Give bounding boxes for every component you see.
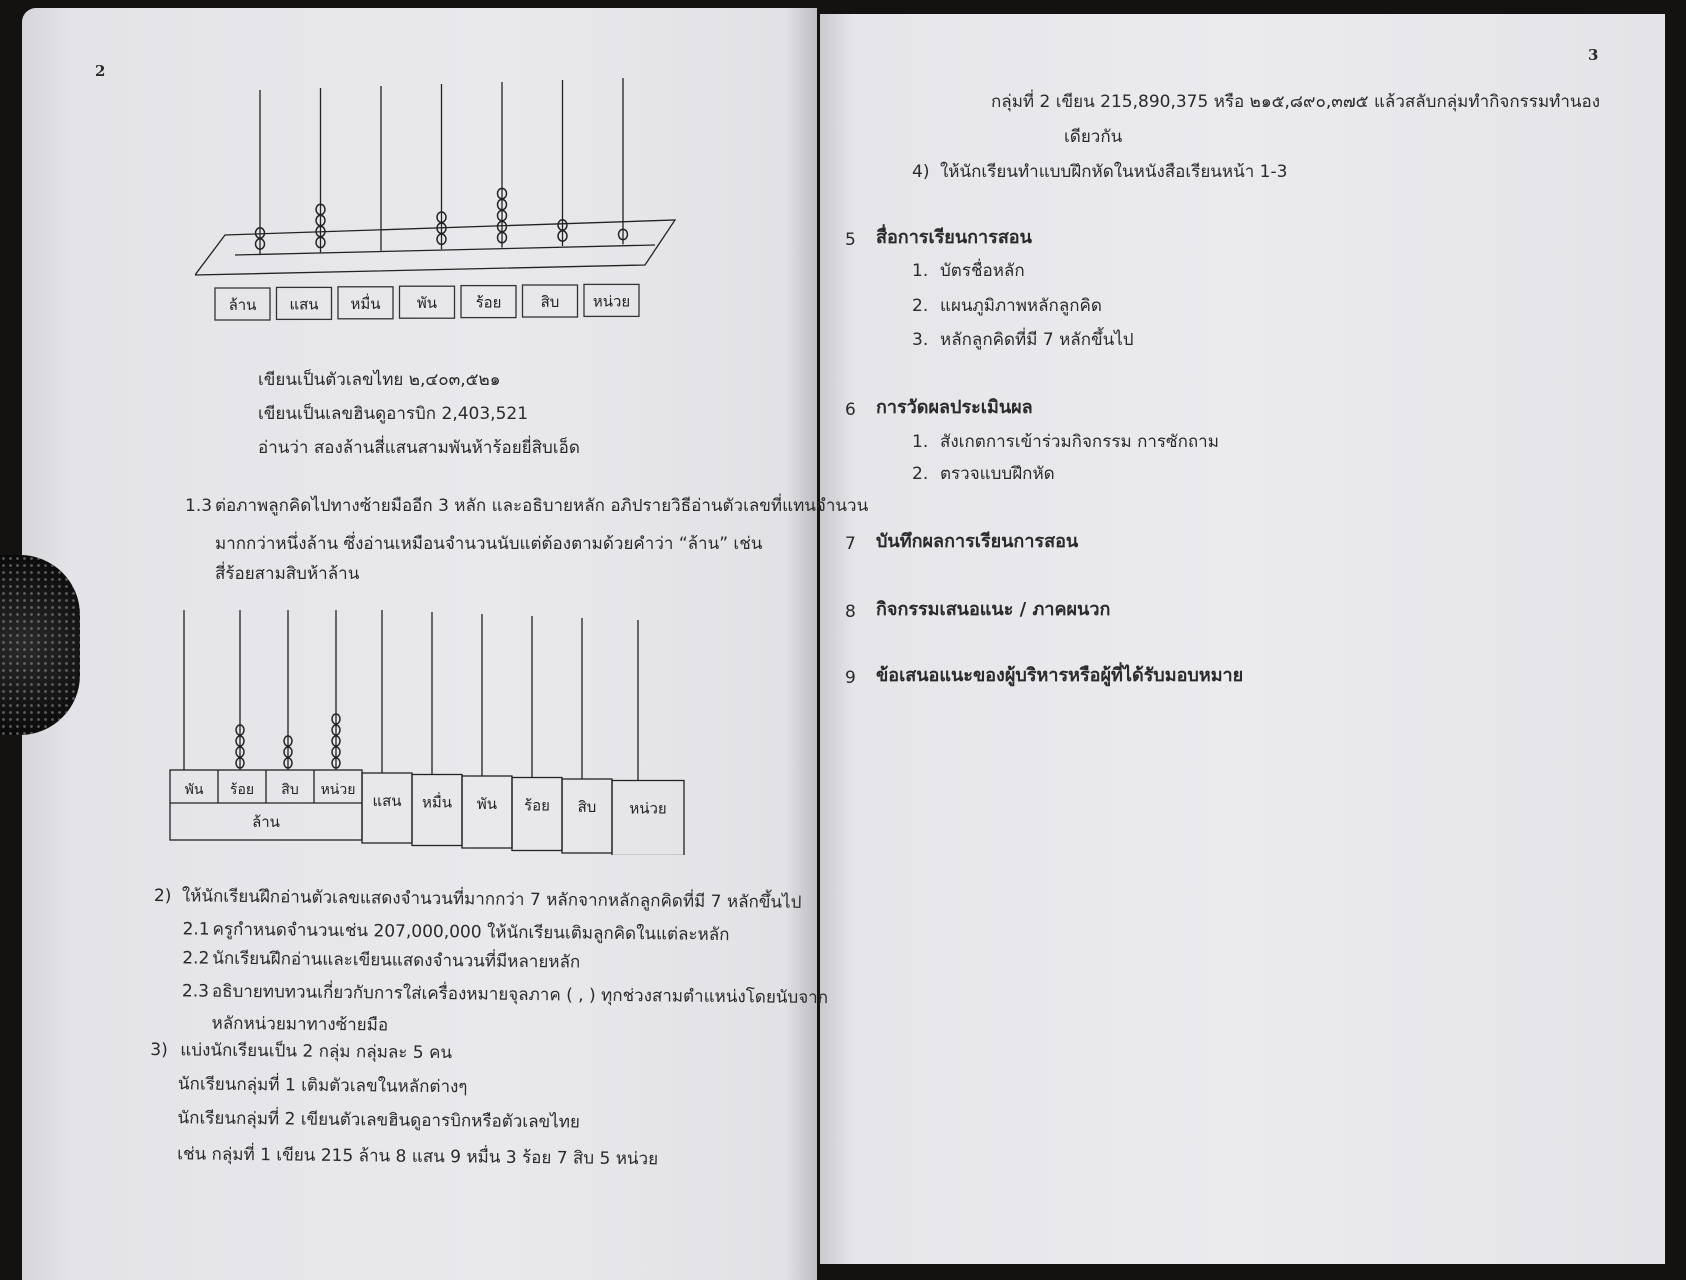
section-item-text: แผนภูมิภาพหลักลูกคิด bbox=[940, 296, 1102, 316]
place-value-cell bbox=[562, 779, 612, 853]
thumb-holding-book bbox=[0, 555, 80, 735]
item-3-text: แบ่งนักเรียนเป็น 2 กลุ่ม กลุ่มละ 5 คน bbox=[180, 1040, 453, 1064]
item-4-text: ให้นักเรียนทำแบบฝึกหัดในหนังสือเรียนหน้า 1-3 bbox=[940, 162, 1288, 182]
item-2-text: ให้นักเรียนฝึกอ่านตัวเลขแสดงจำนวนที่มากกว่า 7 หลักจากหลักลูกคิดที่มี 7 หลักขึ้นไป bbox=[181, 886, 802, 913]
abacus-diagram-7-digits bbox=[195, 70, 715, 330]
place-value-cell bbox=[612, 781, 684, 856]
section-item-number: 2. bbox=[912, 464, 929, 484]
thai-numeral-line: เขียนเป็นตัวเลขไทย ๒,๔๐๓,๕๒๑ bbox=[258, 370, 501, 390]
section-number: 6 bbox=[845, 400, 856, 420]
section-item-text: บัตรชื่อหลัก bbox=[940, 261, 1025, 281]
place-value-label: สิบ bbox=[577, 798, 597, 816]
item-4-number: 4) bbox=[912, 162, 930, 182]
item-2-2-number: 2.2 bbox=[182, 948, 210, 969]
abacus-rail bbox=[235, 245, 655, 255]
place-value-card-label: หน่วย bbox=[592, 292, 631, 311]
arabic-numeral-line: เขียนเป็นเลขฮินดูอารบิก 2,403,521 bbox=[258, 404, 529, 424]
place-value-card-label: พัน bbox=[416, 294, 438, 313]
abacus-base bbox=[195, 220, 675, 275]
group2-continuation: เดียวกัน bbox=[1064, 127, 1123, 147]
item-1-3-line: สี่ร้อยสามสิบห้าล้าน bbox=[215, 564, 360, 584]
section-item-number: 1. bbox=[912, 432, 929, 452]
section-item-text: หลักลูกคิดที่มี 7 หลักขึ้นไป bbox=[940, 330, 1134, 350]
reading-line: อ่านว่า สองล้านสี่แสนสามพันห้าร้อยยี่สิบเอ็ด bbox=[258, 438, 580, 458]
place-value-label: หน่วย bbox=[320, 782, 356, 798]
section-number: 5 bbox=[845, 230, 856, 250]
million-group-label: ล้าน bbox=[252, 813, 280, 831]
section-title: บันทึกผลการเรียนการสอน bbox=[876, 531, 1079, 552]
place-value-card-label: สิบ bbox=[540, 293, 560, 311]
item-2-3-number: 2.3 bbox=[181, 981, 210, 1002]
place-value-label: พัน bbox=[476, 795, 498, 813]
page-number-right: 3 bbox=[1588, 46, 1599, 64]
section-title: สื่อการเรียนการสอน bbox=[876, 227, 1032, 248]
item-2-2-text: นักเรียนฝึกอ่านและเขียนแสดงจำนวนที่มีหลายหลัก bbox=[212, 948, 581, 973]
section-item-text: ตรวจแบบฝึกหัด bbox=[940, 464, 1055, 484]
right-page bbox=[820, 14, 1665, 1264]
place-value-label: ร้อย bbox=[524, 796, 550, 815]
group2-line: กลุ่มที่ 2 เขียน 215,890,375 หรือ ๒๑๕,๘๙๐,๓๗๕ แล้วสลับกลุ่มทำกิจกรรมทำนอง bbox=[991, 92, 1601, 112]
abacus-diagram-10-digits bbox=[165, 605, 710, 855]
item-1-3-number: 1.3 bbox=[185, 496, 213, 516]
place-value-card-label: หมื่น bbox=[350, 294, 381, 313]
place-value-label: ร้อย bbox=[229, 782, 255, 798]
item-2-3-text: อธิบายทบทวนเกี่ยวกับการใส่เครื่องหมายจุลภาค ( , ) ทุกช่วงสามตำแหน่งโดยนับจาก bbox=[211, 981, 829, 1009]
item-3-line: นักเรียนกลุ่มที่ 1 เติมตัวเลขในหลักต่างๆ bbox=[177, 1074, 468, 1098]
item-2-1-text: ครูกำหนดจำนวนเช่น 207,000,000 ให้นักเรียนเติมลูกคิดในแต่ละหลัก bbox=[212, 919, 730, 946]
section-title: ข้อเสนอแนะของผู้บริหารหรือผู้ที่ได้รับมอบหมาย bbox=[876, 665, 1244, 686]
item-3-line: เช่น กลุ่มที่ 1 เขียน 215 ล้าน 8 แสน 9 หมื่น 3 ร้อย 7 สิบ 5 หน่วย bbox=[177, 1144, 659, 1170]
place-value-card-label: ล้าน bbox=[228, 296, 257, 314]
section-number: 9 bbox=[845, 668, 856, 688]
place-value-label: สิบ bbox=[281, 782, 299, 798]
section-item-number: 3. bbox=[912, 330, 929, 350]
section-title: กิจกรรมเสนอแนะ / ภาคผนวก bbox=[876, 599, 1111, 620]
section-number: 7 bbox=[845, 534, 856, 554]
item-1-3-line: มากกว่าหนึ่งล้าน ซึ่งอ่านเหมือนจำนวนนับแต่ต้องตามด้วยคำว่า “ล้าน” เช่น bbox=[215, 534, 763, 554]
item-2-number: 2) bbox=[153, 886, 172, 907]
section-item-number: 2. bbox=[912, 296, 929, 316]
section-item-text: สังเกตการเข้าร่วมกิจกรรม การซักถาม bbox=[940, 432, 1219, 452]
section-title: การวัดผลประเมินผล bbox=[876, 397, 1033, 418]
item-3-number: 3) bbox=[150, 1040, 168, 1061]
item-1-3-line: ต่อภาพลูกคิดไปทางซ้ายมืออีก 3 หลัก และอธิบายหลัก อภิปรายวิธีอ่านตัวเลขที่แทนจำนวน bbox=[215, 496, 869, 516]
section-item-number: 1. bbox=[912, 261, 929, 281]
place-value-label: พัน bbox=[184, 782, 204, 798]
item-2-1-number: 2.1 bbox=[182, 919, 210, 940]
place-value-card-label: แสน bbox=[289, 295, 319, 314]
section-number: 8 bbox=[845, 602, 856, 622]
page-number-left: 2 bbox=[95, 62, 106, 80]
item-3-line: นักเรียนกลุ่มที่ 2 เขียนตัวเลขฮินดูอารบิกหรือตัวเลขไทย bbox=[177, 1108, 581, 1133]
place-value-label: หมื่น bbox=[421, 793, 453, 812]
place-value-label: หน่วย bbox=[629, 799, 667, 818]
place-value-label: แสน bbox=[372, 792, 402, 810]
place-value-card-label: ร้อย bbox=[475, 293, 502, 312]
item-2-continuation: หลักหน่วยมาทางซ้ายมือ bbox=[211, 1013, 389, 1036]
